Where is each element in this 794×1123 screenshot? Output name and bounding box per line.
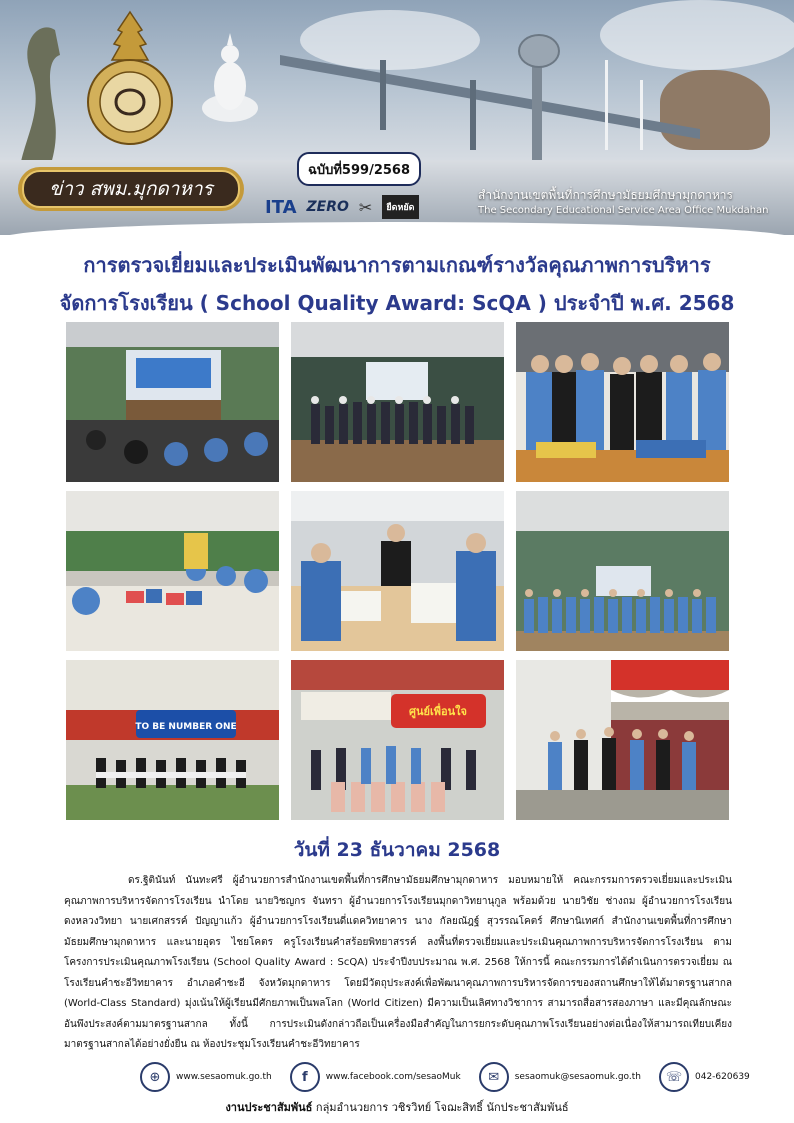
bridge-pylon <box>380 60 386 130</box>
wind-turbine <box>605 60 608 150</box>
bridge <box>280 55 700 139</box>
contact-bar <box>140 1062 750 1092</box>
campaign-logo: ยืดหยัด <box>382 195 418 219</box>
photo-banner-red-text: ศูนย์เพื่อนใจ <box>409 705 467 718</box>
office-name-en: The Secondary Educational Service Area Office Mukdahan <box>478 205 769 216</box>
photo-large-group-photo <box>516 491 729 651</box>
cloud <box>300 10 480 70</box>
news-brand-badge <box>18 167 244 211</box>
scissors-icon: ✂ <box>358 197 373 217</box>
wind-turbine <box>640 80 643 150</box>
website-link[interactable]: www.sesaomuk.go.th <box>176 1072 272 1082</box>
photo-staff-with-binders <box>516 322 729 482</box>
bridge-pylon <box>470 80 476 150</box>
tower-head <box>518 34 560 68</box>
credit-author: กลุ่มอำนวยการ วชิรวิทย์ โจฌะสิทธิ์ นักประชาสัมพันธ์ <box>312 1101 569 1114</box>
issue-number: ฉบับที่599/2568 <box>297 152 421 186</box>
partner-logos <box>265 194 419 220</box>
ita-logo: ITA <box>265 196 297 218</box>
photo-students-number-one-banner <box>66 660 279 820</box>
email-link[interactable]: sesaomuk@sesaomuk.go.th <box>514 1072 641 1082</box>
facebook-icon: f <box>290 1062 320 1092</box>
photo-document-inspection <box>291 491 504 651</box>
photo-meeting-presentation <box>66 322 279 482</box>
headline-line-2: จัดการโรงเรียน ( School Quality Award: ScQA ) ประจำปี พ.ศ. 2568 <box>59 291 735 315</box>
credit-line <box>0 1098 794 1116</box>
phone-number: 042-620639 <box>695 1072 750 1082</box>
photo-banner-text: TO BE NUMBER ONE <box>135 722 237 732</box>
article-body: ดร.ฐิตินันท์ นันทะศรี ผู้อำนวยการสำนักงานเขตพื้นที่การศึกษามัธยมศึกษามุกดาหาร มอบหมายให้ คณะกรรมการตรวจเยี่ยมและประเมินคุณภาพการบริหารจัดการโรงเรียน นำโดย นายวิชญกร จันทรา ผู้อำนวยการโรงเรียนมุกดาวิทยานุกูล พร้อมด้วย นายวิชัย ช่างถม ผู้อำนวยการโรงเรียนดงหลวงวิทยา นายเศกสรรค์ ปัญญาแก้ว ผู้อำนวยการโรงเรียนดี่แดควิทยาคาร นาง กัลยณัฎฐ์ สุวรรณโคตร์ ศึกษานิเทศก์ สำนักงานเขตพื้นที่การศึกษามัธยมศึกษามุกดาหาร และนายอุดร ไชยโคตร ครูโรงเรียนคำสร้อยพิทยาสรรค์ ลงพื้นที่ตรวจเยี่ยมและประเมินคุณภาพการบริหารจัดการโรงเรียน ตามโครงการประเมินคุณภาพโรงเรียน (School Quality Award : ScQA) ประจำปีงบประมาณ พ.ศ. 2568 ให้การนี้ คณะกรรมการได้ดำเนินการตรวจเยี่ยม ณ โรงเรียนคำชะอีวิทยาคาร อำเภอคำชะอี จังหวัดมุกดาหาร โดยมีวัตถุประสงค์เพื่อพัฒนาคุณภาพการบริหารจัดการของสถานศึกษาให้ได้มาตรฐานสากล (World-Class Standard) มุ่งเน้นให้ผู้เรียนมีศักยภาพเป็นพลโลก (World Citizen) มีความเป็นเลิศทางวิชาการ สามารถสื่อสารสองภาษา และมีคุณลักษณะอันพึงประสงค์ตามมาตรฐานสากล ทั้งนี้ การประเมินดังกล่าวถือเป็นเครื่องมือสำคัญในการยกระดับคุณภาพโรงเรียนอย่างต่อเนื่องให้สามารถเทียบเคียงมาตรฐานสากลได้อย่างยั่งยืน ณ ห้องประชุมโรงเรียนคำชะอีวิทยาคาร <box>64 875 732 1050</box>
photo-dancers-group-photo <box>291 660 504 820</box>
news-brand-label: ข่าว สพม.มุกดาหาร <box>22 170 240 208</box>
photo-school-entrance-welcome <box>516 660 729 820</box>
ministry-emblem <box>82 10 178 148</box>
headline-line-1: การตรวจเยี่ยมและประเมินพัฒนาการตามเกณฑ์รางวัลคุณภาพการบริหาร <box>83 253 711 277</box>
photo-document-review-table <box>66 491 279 651</box>
globe-icon: ⊕ <box>140 1062 170 1092</box>
header-banner <box>0 0 794 235</box>
zero-logo: ZERO <box>306 199 349 215</box>
photo-group-in-hall <box>291 322 504 482</box>
phone-icon: ☏ <box>659 1062 689 1092</box>
office-name-th: สำนักงานเขตพื้นที่การศึกษามัธยมศึกษามุกดาหาร <box>478 188 733 202</box>
buddha-statue <box>200 28 260 128</box>
event-date: วันที่ 23 ธันวาคม 2568 <box>293 839 501 861</box>
email-icon: ✉ <box>479 1062 509 1092</box>
credit-department: งานประชาสัมพันธ์ <box>225 1101 313 1114</box>
cloud <box>600 0 794 70</box>
facebook-link[interactable]: www.facebook.com/sesaoMuk <box>325 1072 461 1082</box>
rock-formation <box>660 70 770 150</box>
